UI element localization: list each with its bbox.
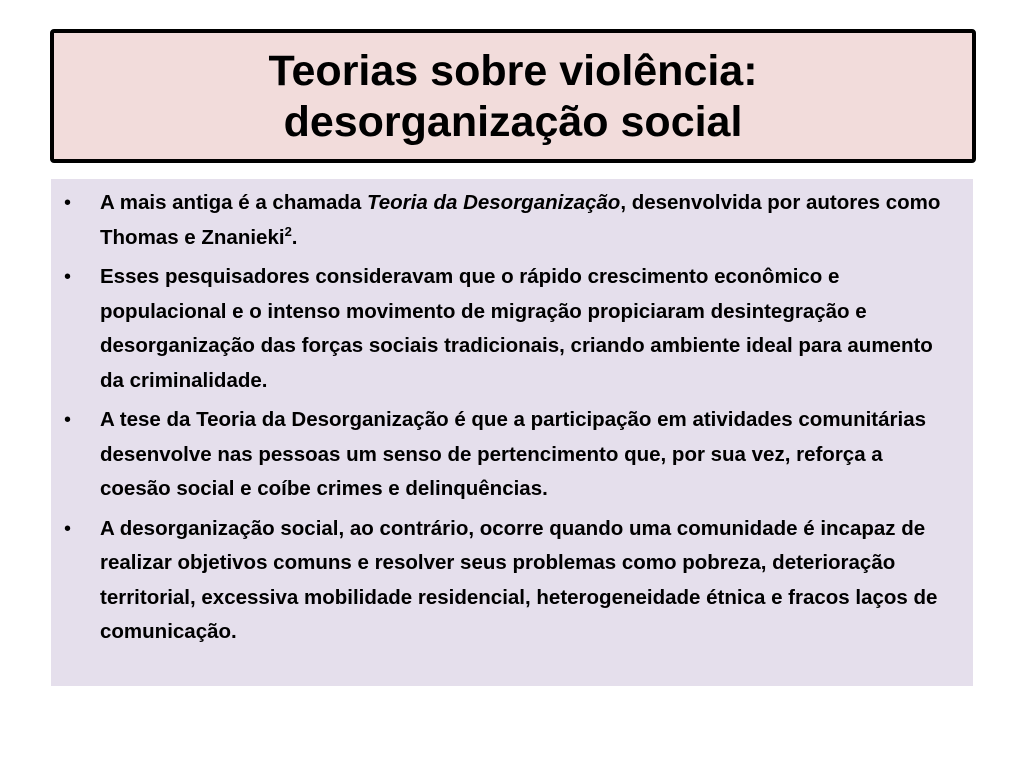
title-line-2: desorganização social	[283, 98, 743, 146]
bullet-icon: •	[64, 409, 72, 431]
footnote-superscript: 2	[284, 223, 292, 239]
bullet-icon: •	[64, 192, 72, 214]
bullet-list	[61, 186, 959, 650]
title-line-1: Teorias sobre violência:	[268, 47, 758, 95]
bullet-1-text: A mais antiga é a chamada	[100, 191, 367, 214]
bullet-4-text: A desorganização social, ao contrário, ocorre quando uma comunidade é incapaz de realizar objetivos comuns e resolver seus problemas como pobreza, deterioração territorial, excessiva mobilidade residencial, heterogeneidade étnica e fracos laços de comunicação.	[100, 516, 938, 643]
slide-title	[268, 44, 757, 148]
bullet-1-italic: Teoria da Desorganização	[367, 191, 621, 214]
bullet-3-text: A tese da Teoria da Desorganização é que a participação em atividades comunitárias desenvolve nas pessoas um senso de pertencimento que, por sua vez, reforça a coesão social e coíbe crimes e delinquências.	[100, 408, 926, 500]
title-box	[50, 29, 976, 163]
bullet-item-1	[61, 186, 959, 255]
bullet-2-text: Esses pesquisadores consideravam que o rápido crescimento econômico e populacional e o intenso movimento de migração propiciaram desintegração e desorganização das forças sociais tradicionais, criando ambiente ideal para aumento da criminalidade.	[100, 265, 933, 392]
bullet-icon: •	[64, 517, 72, 540]
bullet-item-4	[61, 512, 959, 650]
bullet-item-2	[61, 260, 959, 398]
bullet-1-text-cont: , desenvolvida por autores como Thomas e Znanieki	[100, 191, 941, 249]
bullet-item-3	[61, 403, 959, 507]
content-box	[51, 179, 973, 686]
bullet-1-text-end: .	[291, 225, 298, 249]
bullet-icon: •	[64, 266, 72, 288]
